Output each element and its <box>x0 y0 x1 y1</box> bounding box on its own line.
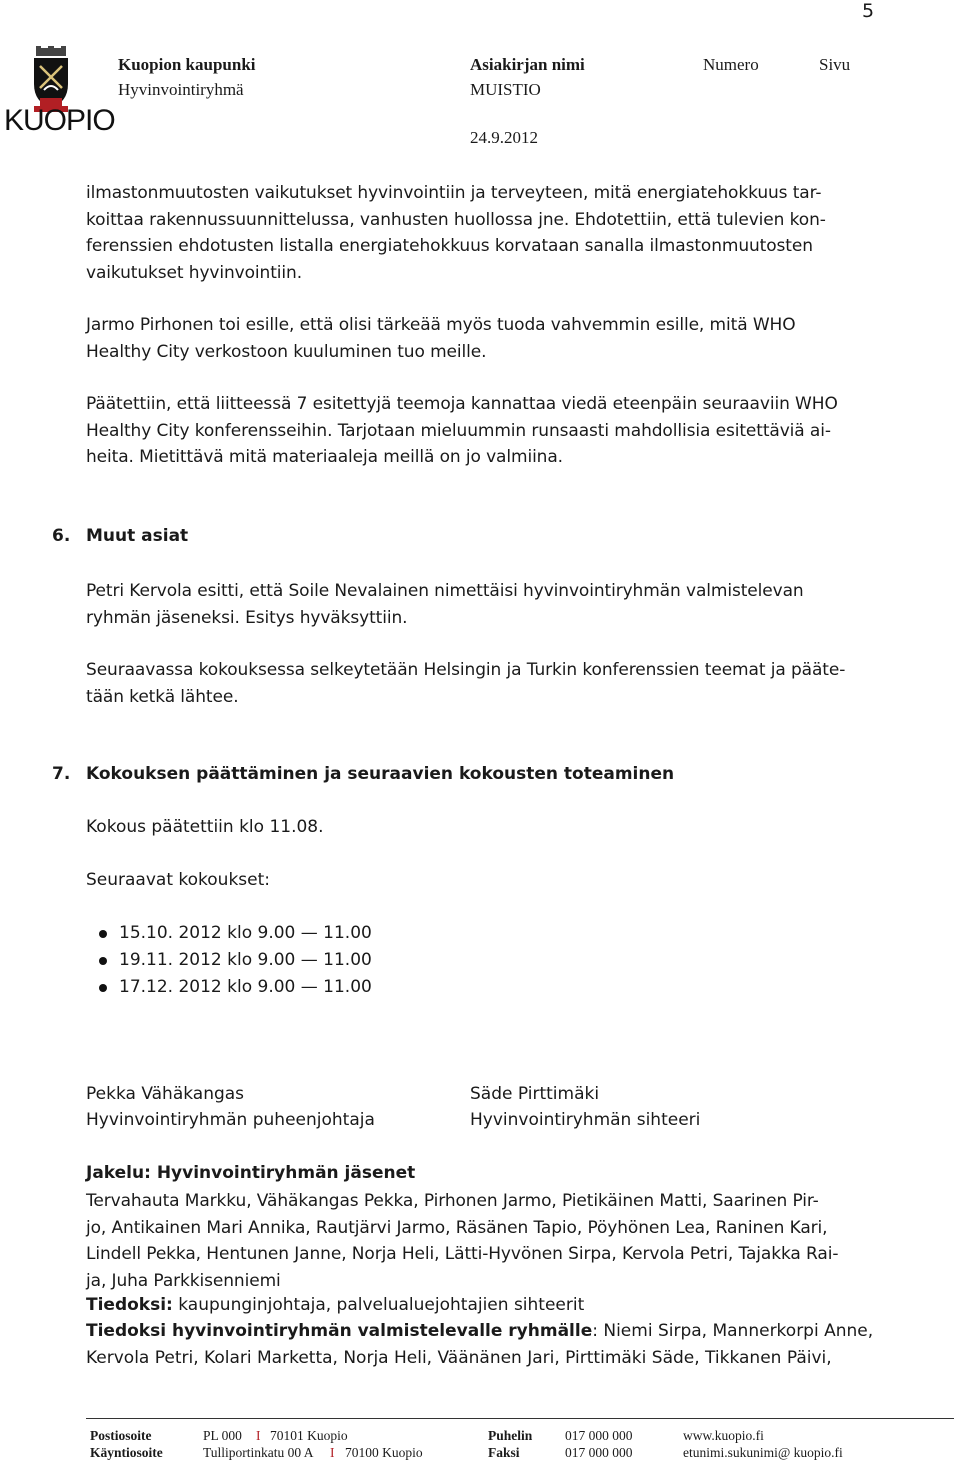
section-6-number: 6. <box>52 526 71 546</box>
section-6-paragraph-1: Petri Kervola esitti, että Soile Nevalainen nimettäisi hyvinvointiryhmän valmistelevan ryhmän jäseneksi. Esitys hyväksyttiin. <box>86 581 804 628</box>
footer-email-link[interactable]: etunimi.sukunimi@ kuopio.fi <box>683 1445 843 1460</box>
org-name: Kuopion kaupunki <box>118 55 256 74</box>
tiedoksi-line <box>86 1295 584 1315</box>
page-number: 5 <box>862 0 875 22</box>
footer-visit-street: Tulliportinkatu 00 A <box>203 1445 314 1460</box>
doc-date: 24.9.2012 <box>470 128 538 147</box>
footer-web-link[interactable]: www.kuopio.fi <box>683 1428 764 1443</box>
logo-text: KUOPIO <box>4 104 115 137</box>
footer-fax-label: Faksi <box>488 1445 520 1460</box>
footer-separator: I <box>330 1445 335 1460</box>
jakelu-label: Jakelu: Hyvinvointiryhmän jäsenet <box>86 1163 416 1183</box>
meeting-date: 19.11. 2012 klo 9.00 — 11.00 <box>119 950 372 970</box>
footer-phone: 017 000 000 <box>565 1428 633 1443</box>
kuopio-logo <box>4 46 115 138</box>
signature-right-title: Hyvinvointiryhmän sihteeri <box>470 1110 701 1130</box>
tiedoksi2-line-2: Kervola Petri, Kolari Marketta, Norja Heli, Väänänen Jari, Pirttimäki Säde, Tikkanen Päivi, <box>86 1348 832 1368</box>
tiedoksi2-text: : Niemi Sirpa, Mannerkorpi Anne, <box>592 1321 874 1341</box>
footer-fax: 017 000 000 <box>565 1445 633 1460</box>
tiedoksi-text: kaupunginjohtaja, palvelualuejohtajien sihteerit <box>172 1295 585 1315</box>
section-7-title: Kokouksen päättäminen ja seuraavien kokousten toteaminen <box>86 764 675 784</box>
bullet-icon <box>99 957 107 965</box>
footer-postal-code: 70101 Kuopio <box>270 1428 348 1443</box>
meeting-date: 15.10. 2012 klo 9.00 — 11.00 <box>119 923 372 943</box>
doc-name: MUISTIO <box>470 80 541 99</box>
number-label: Numero <box>703 55 759 74</box>
bullet-icon <box>99 984 107 992</box>
org-unit: Hyvinvointiryhmä <box>118 80 244 99</box>
doc-name-label: Asiakirjan nimi <box>470 55 585 74</box>
footer-separator: I <box>256 1428 261 1443</box>
section-6-paragraph-2: Seuraavassa kokouksessa selkeytetään Helsingin ja Turkin konferenssien teemat ja pääte- tään ketkä lähtee. <box>86 660 846 707</box>
tiedoksi2-label: Tiedoksi hyvinvointiryhmän valmistelevalle ryhmälle <box>86 1321 593 1341</box>
bullet-icon <box>99 930 107 938</box>
signature-right-name: Säde Pirttimäki <box>470 1084 600 1104</box>
page-label: Sivu <box>819 55 851 74</box>
paragraph-3: Päätettiin, että liitteessä 7 esitettyjä teemoja kannattaa viedä eteenpäin seuraaviin WHO Healthy City konferensseihin. Tarjotaan mieluummin runsaasti mahdollisia esitettäviä ai- heita. Mietittävä mitä materiaaleja meillä on jo valmiina. <box>86 394 838 468</box>
signature-left-title: Hyvinvointiryhmän puheenjohtaja <box>86 1110 375 1130</box>
footer-visit-code: 70100 Kuopio <box>345 1445 423 1460</box>
closing-text: Kokous päätettiin klo 11.08. <box>86 817 324 837</box>
footer-visit-label: Käyntiosoite <box>90 1445 163 1460</box>
footer-divider <box>86 1418 954 1419</box>
signature-left-name: Pekka Vähäkangas <box>86 1084 245 1104</box>
meeting-date: 17.12. 2012 klo 9.00 — 11.00 <box>119 977 372 997</box>
tiedoksi-label: Tiedoksi: <box>86 1295 173 1315</box>
jakelu-list: Tervahauta Markku, Vähäkangas Pekka, Pirhonen Jarmo, Pietikäinen Matti, Saarinen Pir- jo, Antikainen Mari Annika, Rautjärvi Jarmo, Räsänen Tapio, Pöyhönen Lea, Raninen Kari, Lindell Pekka, Hentunen Janne, Norja Heli, Lätti-Hyvönen Sirpa, Kervola Petri, Tajakka Rai- ja, Juha Parkkisenniemi <box>86 1191 839 1291</box>
section-7-number: 7. <box>52 764 71 784</box>
paragraph-2: Jarmo Pirhonen toi esille, että olisi tärkeää myös tuoda vahvemmin esille, mitä WHO Healthy City verkostoon kuuluminen tuo meille. <box>86 315 796 362</box>
tiedoksi2-line <box>86 1321 873 1341</box>
section-6-title: Muut asiat <box>86 526 189 546</box>
paragraph-1: ilmastonmuutosten vaikutukset hyvinvointiin ja terveyteen, mitä energiatehokkuus tar- koittaa rakennussuunnittelussa, vanhusten huollossa jne. Ehdotettiin, että tulevien kon- ferenssien ehdotusten listalla energiatehokkuus korvataan sanalla ilmastonmuutosten vaikutukset hyvinvointiin. <box>86 183 826 283</box>
footer-phone-label: Puhelin <box>488 1428 533 1443</box>
footer-postal-box: PL 000 <box>203 1428 242 1443</box>
footer-postal-label: Postiosoite <box>90 1428 152 1443</box>
next-meetings-label: Seuraavat kokoukset: <box>86 870 271 890</box>
